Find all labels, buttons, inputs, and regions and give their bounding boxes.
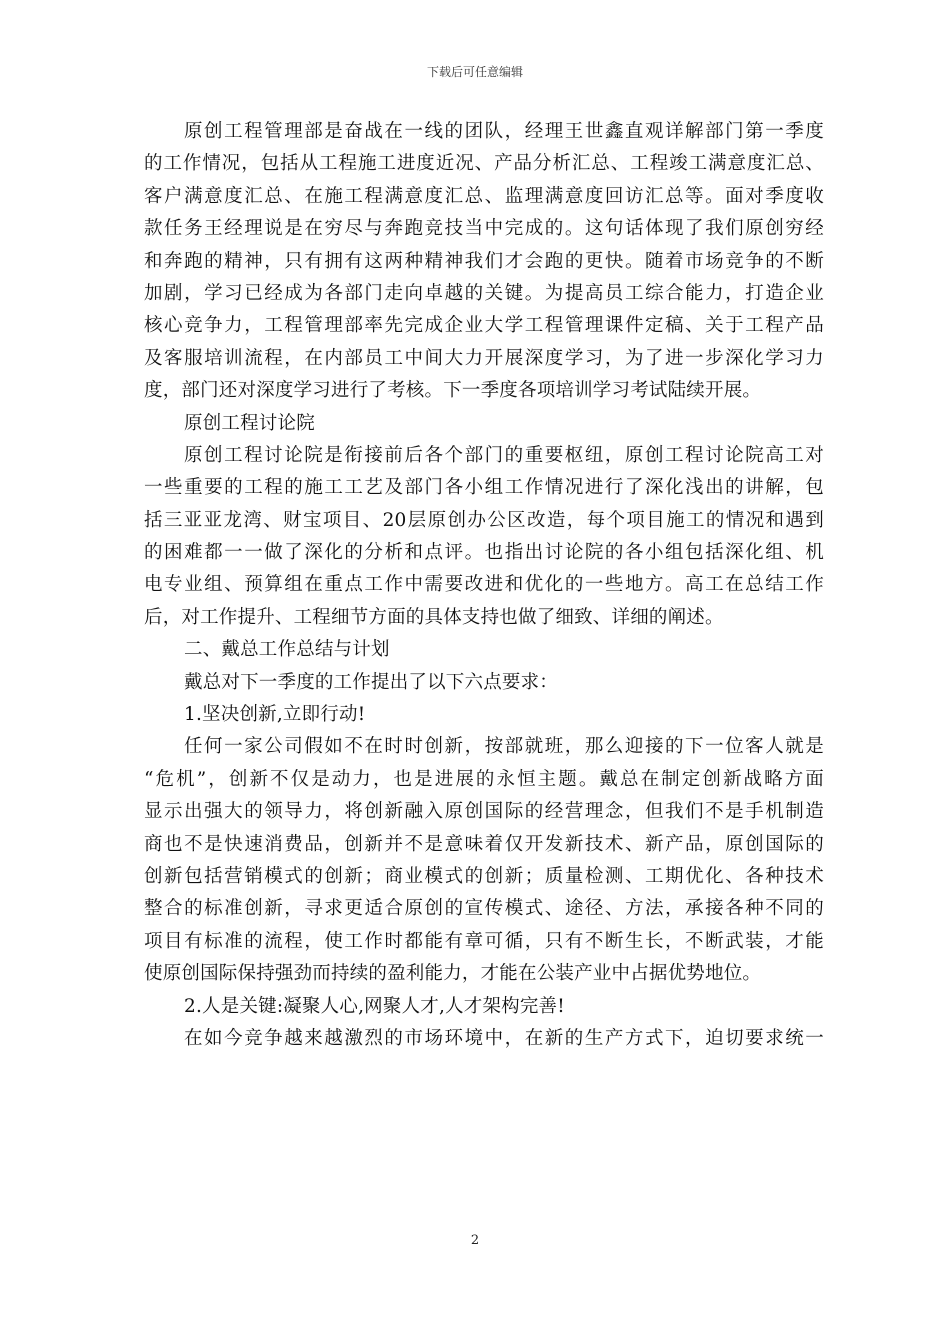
paragraph-line: 括三亚亚龙湾、财宝项目、20层原创办公区改造，每个项目施工的情况和遇到 bbox=[144, 509, 824, 531]
paragraph-line: 客户满意度汇总、在施工程满意度汇总、监理满意度回访汇总等。面对季度收 bbox=[144, 185, 824, 207]
paragraph-line: 任何一家公司假如不在时时创新，按部就班，那么迎接的下一位客人就是 bbox=[184, 736, 824, 758]
numbered-heading: 1.坚决创新,立即行动! bbox=[184, 704, 366, 726]
section-heading: 二、戴总工作总结与计划 bbox=[184, 639, 390, 661]
paragraph-line: 显示出强大的领导力，将创新融入原创国际的经营理念，但我们不是手机制造 bbox=[144, 801, 824, 823]
paragraph-line: 加剧，学习已经成为各部门走向卓越的关键。为提高员工综合能力，打造企业 bbox=[144, 282, 824, 304]
paragraph-line: 项目有标准的流程，使工作时都能有章可循，只有不断生长，不断武装，才能 bbox=[144, 930, 824, 952]
paragraph-line: 的工作情况，包括从工程施工进度近况、产品分析汇总、工程竣工满意度汇总、 bbox=[144, 153, 824, 175]
page-header: 下载后可任意编辑 bbox=[426, 65, 523, 79]
paragraph-line: 在如今竞争越来越激烈的市场环境中，在新的生产方式下，迫切要求统一 bbox=[184, 1027, 824, 1049]
paragraph-line: 度，部门还对深度学习进行了考核。下一季度各项培训学习考试陆续开展。 bbox=[144, 380, 762, 402]
section-heading: 原创工程讨论院 bbox=[184, 412, 315, 434]
paragraph-line: 的困难都一一做了深化的分析和点评。也指出讨论院的各小组包括深化组、机 bbox=[144, 542, 824, 564]
paragraph-line: 使原创国际保持强劲而持续的盈利能力，才能在公装产业中占据优势地位。 bbox=[144, 963, 762, 985]
paragraph-line: 核心竞争力，工程管理部率先完成企业大学工程管理课件定稿、关于工程产品 bbox=[144, 315, 824, 337]
paragraph-line: “危机”，创新不仅是动力，也是进展的永恒主题。戴总在制定创新战略方面 bbox=[144, 768, 824, 790]
paragraph-line: 整合的标准创新，寻求更适合原创的宣传模式、途径、方法，承接各种不同的 bbox=[144, 898, 824, 920]
paragraph-line: 创新包括营销模式的创新；商业模式的创新；质量检测、工期优化、各种技术 bbox=[144, 865, 824, 887]
paragraph-line: 戴总对下一季度的工作提出了以下六点要求： bbox=[184, 671, 559, 693]
paragraph-line: 商也不是快速消费品，创新并不是意味着仅开发新技术、新产品，原创国际的 bbox=[144, 833, 824, 855]
document-body bbox=[144, 116, 824, 1055]
paragraph-line: 电专业组、预算组在重点工作中需要改进和优化的一些地方。高工在总结工作 bbox=[144, 574, 824, 596]
paragraph-line: 原创工程讨论院是衔接前后各个部门的重要枢纽，原创工程讨论院高工对 bbox=[184, 444, 824, 466]
paragraph-line: 原创工程管理部是奋战在一线的团队，经理王世鑫直观详解部门第一季度 bbox=[184, 121, 824, 142]
paragraph-line: 和奔跑的精神，只有拥有这两种精神我们才会跑的更快。随着市场竞争的不断 bbox=[144, 250, 824, 272]
paragraph-line: 后，对工作提升、工程细节方面的具体支持也做了细致、详细的阐述。 bbox=[144, 606, 724, 628]
paragraph-line: 款任务王经理说是在穷尽与奔跑竞技当中完成的。这句话体现了我们原创穷经 bbox=[144, 218, 824, 240]
page-number: 2 bbox=[470, 1233, 480, 1248]
paragraph-line: 及客服培训流程，在内部员工中间大力开展深度学习，为了进一步深化学习力 bbox=[144, 347, 824, 369]
numbered-heading: 2.人是关键:凝聚人心,网聚人才,人才架构完善! bbox=[184, 995, 565, 1017]
paragraph-line: 一些重要的工程的施工工艺及部门各小组工作情况进行了深化浅出的讲解，包 bbox=[144, 477, 824, 499]
